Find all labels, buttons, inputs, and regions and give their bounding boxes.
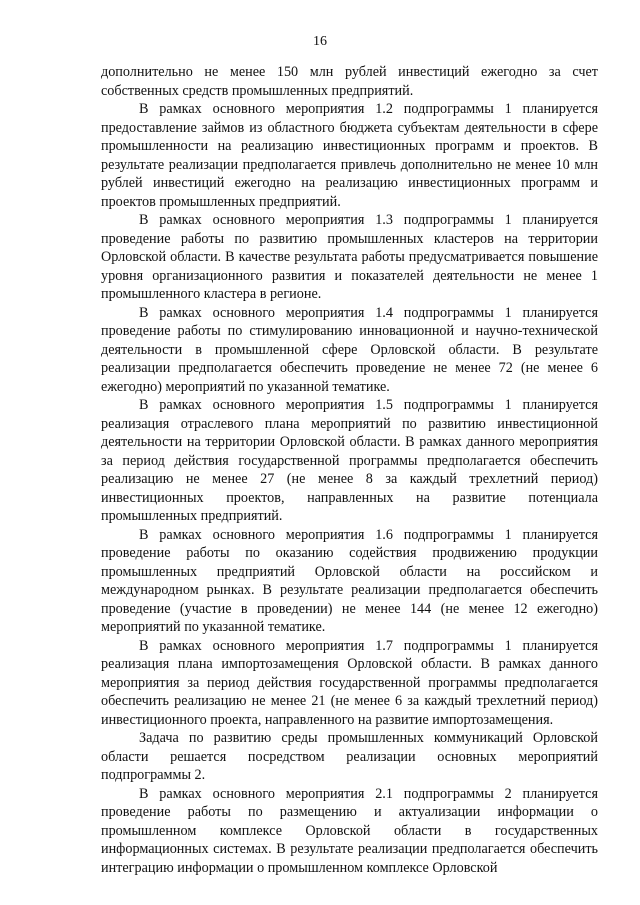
paragraph-measure-1-4: В рамках основного мероприятия 1.4 подпрограммы 1 планируется проведение работы по стимулированию инновационной и научно-технической деятельности в промышленной сфере Орловской области. В результате реализации предполагается обеспечить проведение не менее 72 (не менее 6 ежегодно) мероприятий по указанной тематике. bbox=[101, 304, 598, 395]
paragraph-measure-1-5: В рамках основного мероприятия 1.5 подпрограммы 1 планируется реализация отраслевого плана мероприятий по развитию инвестиционной деятельности на территории Орловской области. В рамках данного мероприятия за период действия государственной программы предполагается обеспечить реализацию не менее 27 (не менее 8 за каждый трехлетний период) инвестиционных проектов, направленных на развитие потенциала промышленных предприятий. bbox=[101, 397, 598, 524]
paragraph-continuation: дополнительно не менее 150 млн рублей инвестиций ежегодно за счет собственных средств промышленных предприятий. bbox=[101, 64, 598, 99]
document-body bbox=[101, 63, 598, 877]
paragraph-measure-2-1: В рамках основного мероприятия 2.1 подпрограммы 2 планируется проведение работы по размещению и актуализации информации о промышленном комплексе Орловской области в государственных информационных системах. В результате реализации предполагается обеспечить интеграцию информации о промышленном комплексе Орловской bbox=[101, 785, 598, 876]
paragraph-measure-1-6: В рамках основного мероприятия 1.6 подпрограммы 1 планируется проведение работы по оказанию содействия продвижению продукции промышленных предприятий Орловской области на российском и международном рынках. В результате реализации предполагается обеспечить проведение (участие в проведении) не менее 144 (не менее 12 ежегодно) мероприятий по указанной тематике. bbox=[101, 526, 598, 635]
page-number: 16 bbox=[313, 34, 327, 49]
paragraph-measure-1-2: В рамках основного мероприятия 1.2 подпрограммы 1 планируется предоставление займов из областного бюджета субъектам деятельности в сфере промышленности на реализацию инвестиционных программ и проектов. В результате реализации предполагается привлечь дополнительно не менее 10 млн рублей инвестиций ежегодно на реализацию инвестиционных программ и проектов промышленных предприятий. bbox=[101, 101, 598, 210]
paragraph-task-communications: Задача по развитию среды промышленных коммуникаций Орловской области решается посредством реализации основных мероприятий подпрограммы 2. bbox=[101, 730, 598, 783]
paragraph-measure-1-3: В рамках основного мероприятия 1.3 подпрограммы 1 планируется проведение работы по развитию промышленных кластеров на территории Орловской области. В качестве результата работы предусматривается повышение уровня организационного развития и показателей деятельности не менее 1 промышленного кластера в регионе. bbox=[101, 212, 598, 302]
paragraph-measure-1-7: В рамках основного мероприятия 1.7 подпрограммы 1 планируется реализация плана импортозамещения Орловской области. В рамках данного мероприятия за период действия государственной программы предполагается обеспечить реализацию не менее 21 (не менее 6 за каждый трехлетний период) инвестиционного проекта, направленного на развитие импортозамещения. bbox=[101, 637, 598, 728]
